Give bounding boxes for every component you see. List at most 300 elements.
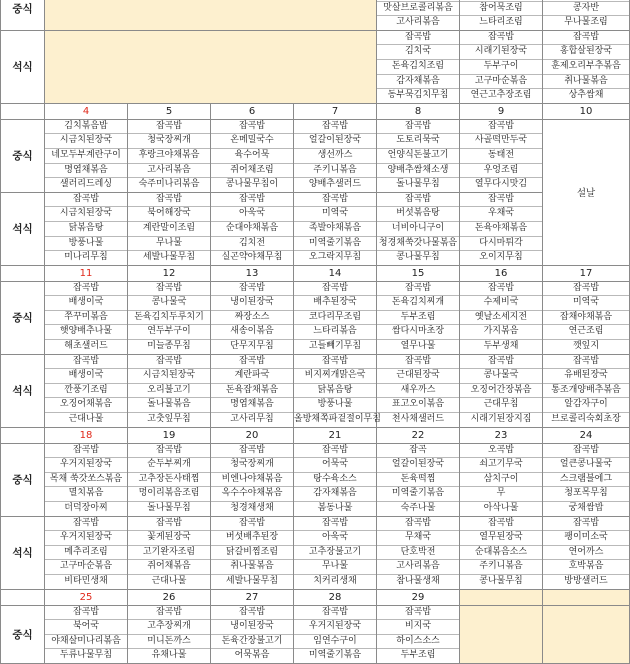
menu-item: 잡곡밥 <box>460 120 542 135</box>
menu-item: 잡곡밥 <box>377 282 459 297</box>
menu-item: 미나리무침 <box>64 252 108 263</box>
menu-item: 쥐어채볶음 <box>128 560 210 575</box>
lunch-cell <box>128 119 211 192</box>
menu-item: 세발나물무침 <box>142 252 196 263</box>
empty-cell <box>1 589 45 605</box>
dinner-cell <box>294 354 381 427</box>
empty-cell <box>45 30 377 103</box>
dinner-cell <box>211 516 294 589</box>
menu-item: 잡곡밥 <box>128 444 210 459</box>
menu-item: 언양식돈불고기 <box>377 149 459 164</box>
menu-item: 가지볶음 <box>460 325 542 340</box>
dinner-cell <box>377 516 460 589</box>
date-header: 5 <box>128 103 211 119</box>
lunch-cell <box>377 443 460 516</box>
menu-item: 두부조림 <box>400 650 436 661</box>
menu-item: 양배추샐러드 <box>308 179 362 190</box>
menu-item: 닭볶음탕 <box>45 222 127 237</box>
dinner-cell <box>377 30 460 103</box>
menu-item: 꽃게된장국 <box>128 531 210 546</box>
menu-item: 잡곡밥 <box>377 120 459 135</box>
menu-item: 옛날소세지전 <box>460 311 542 326</box>
menu-item: 아욱국 <box>294 531 376 546</box>
menu-item: 콩나물무침 <box>396 252 440 263</box>
menu-item: 비지찌개맑은국 <box>294 369 376 384</box>
meal-label: 석식 <box>1 30 45 103</box>
menu-item: 비타민생채 <box>64 575 108 586</box>
menu-item: 주키니볶음 <box>294 164 376 179</box>
menu-item: 미니돈까스 <box>128 635 210 650</box>
menu-item: 새우까스 <box>377 384 459 399</box>
menu-item: 짜장소스 <box>211 311 293 326</box>
date-header: 22 <box>377 427 460 443</box>
menu-item: 어묵볶음 <box>234 650 270 661</box>
menu-item: 미역국 <box>294 207 376 222</box>
menu-item: 잡곡밥 <box>294 606 376 621</box>
menu-item: 얼갈이된장국 <box>294 134 376 149</box>
dinner-cell <box>128 516 211 589</box>
menu-item: 청경채쑥갓나물볶음 <box>377 237 459 252</box>
menu-item: 햇양배추나물 <box>45 325 127 340</box>
menu-item: 잡곡밥 <box>294 444 376 459</box>
date-header: 19 <box>128 427 211 443</box>
menu-item: 돈육잡채볶음 <box>211 384 293 399</box>
lunch-cell <box>460 119 543 192</box>
lunch-cell <box>45 605 128 663</box>
menu-item: 잡곡밥 <box>377 606 459 621</box>
menu-item: 고춧잎무침 <box>147 414 191 425</box>
dinner-cell <box>460 30 543 103</box>
menu-item: 주키니볶음 <box>460 560 542 575</box>
menu-item: 잡곡밥 <box>211 517 293 532</box>
menu-item: 고사리볶음 <box>128 164 210 179</box>
lunch-cell <box>211 281 294 354</box>
dinner-cell <box>543 516 630 589</box>
date-header: 17 <box>543 265 630 281</box>
menu-item: 어묵국 <box>294 458 376 473</box>
menu-item: 궁채쌈밥 <box>568 503 604 513</box>
menu-item: 버섯배추된장 <box>211 531 293 546</box>
menu-item: 야채살미나리볶음 <box>45 635 127 650</box>
menu-item: 잡곡밥 <box>377 355 459 370</box>
menu-item: 무채국 <box>377 531 459 546</box>
dinner-cell <box>377 354 460 427</box>
menu-item: 미역국 <box>543 296 629 311</box>
menu-item: 순대야채볶음 <box>211 222 293 237</box>
date-header: 4 <box>45 103 128 119</box>
menu-item: 옥수수야채볶음 <box>211 487 293 502</box>
meal-label: 중식 <box>1 443 45 516</box>
menu-item: 숙주나물 <box>400 503 436 513</box>
menu-item: 시금치된장국 <box>45 134 127 149</box>
menu-item: 고구마순볶음 <box>45 560 127 575</box>
menu-item: 올방채쪽파겉절이무침 <box>294 414 381 425</box>
date-header: 8 <box>377 103 460 119</box>
lunch-cell <box>377 119 460 192</box>
menu-item: 돈육김치찌개 <box>377 296 459 311</box>
meal-label: 석식 <box>1 354 45 427</box>
lunch-cell <box>294 443 377 516</box>
dinner-cell <box>543 354 630 427</box>
menu-item: 다시마튀각 <box>460 237 542 252</box>
menu-item: 잡곡밥 <box>543 282 629 297</box>
lunch-cell <box>211 119 294 192</box>
menu-item: 임연수구이 <box>294 635 376 650</box>
menu-item: 취나물볶음 <box>211 560 293 575</box>
menu-item: 훈제오리부추볶음 <box>543 60 629 75</box>
menu-item: 봄동나물 <box>317 503 353 513</box>
menu-item: 얼갈이된장국 <box>377 458 459 473</box>
menu-item: 하이스소스 <box>377 635 459 650</box>
menu-item: 잡곡밥 <box>128 606 210 621</box>
menu-item: 잡곡밥 <box>211 444 293 459</box>
empty-cell <box>45 0 377 30</box>
menu-item: 표고오이볶음 <box>377 398 459 413</box>
empty-cell <box>1 427 45 443</box>
menu-item: 잡곡밥 <box>377 517 459 532</box>
menu-item: 근대나물 <box>68 414 104 425</box>
menu-item: 잡곡밥 <box>294 517 376 532</box>
menu-item: 미역줄기볶음 <box>377 487 459 502</box>
menu-item: 유채나물 <box>151 650 187 661</box>
menu-item: 통조개양배추볶음 <box>543 384 629 399</box>
menu-item: 온메밀국수 <box>211 134 293 149</box>
menu-item: 비지국 <box>377 620 459 635</box>
meal-label: 석식 <box>1 192 45 265</box>
menu-item: 메추리조림 <box>45 546 127 561</box>
menu-item: 잡곡밥 <box>211 355 293 370</box>
menu-item: 숙주미나리볶음 <box>138 179 200 190</box>
dinner-cell <box>294 192 377 265</box>
menu-item: 고기완자조림 <box>128 546 210 561</box>
menu-item: 잡곡밥 <box>128 355 210 370</box>
lunch-cell <box>377 605 460 663</box>
menu-item: 무나물조림 <box>564 17 608 28</box>
dinner-cell <box>543 30 630 103</box>
lunch-cell <box>45 443 128 516</box>
menu-item: 미역줄기볶음 <box>308 650 362 661</box>
menu-item: 닭볶음탕 <box>294 384 376 399</box>
menu-item: 쇠고기무국 <box>460 458 542 473</box>
date-header: 11 <box>45 265 128 281</box>
lunch-cell <box>543 443 630 516</box>
menu-item: 고사리볶음 <box>396 17 440 28</box>
menu-item: 순두부찌개 <box>128 458 210 473</box>
date-header: 12 <box>128 265 211 281</box>
menu-item: 쌈다시마초장 <box>377 325 459 340</box>
dinner-cell <box>45 516 128 589</box>
date-header: 6 <box>211 103 294 119</box>
menu-item: 배추된장국 <box>294 296 376 311</box>
menu-item: 감자채볶음 <box>377 75 459 90</box>
menu-item: 무나물 <box>294 560 376 575</box>
menu-item: 방방샐러드 <box>564 575 608 586</box>
menu-item: 잡곡밥 <box>211 120 293 135</box>
menu-item: 무 <box>460 487 542 502</box>
menu-item: 북어국 <box>45 620 127 635</box>
menu-item: 목채 쑥갓쏘스볶음 <box>45 473 127 488</box>
menu-item: 잡채야채볶음 <box>543 311 629 326</box>
menu-item: 후랑크야채볶음 <box>128 149 210 164</box>
menu-item: 잡곡밥 <box>294 355 376 370</box>
menu-item: 참어묵조림 <box>460 2 542 17</box>
date-header: 26 <box>128 589 211 605</box>
menu-item: 순대볶음소스 <box>460 546 542 561</box>
menu-item: 수제비국 <box>460 296 542 311</box>
menu-item: 잡곡밥 <box>294 282 376 297</box>
menu-item: 연두부구이 <box>128 325 210 340</box>
menu-item: 고추장찌개 <box>128 620 210 635</box>
lunch-cell <box>543 0 630 30</box>
menu-item: 잡곡밥 <box>211 282 293 297</box>
date-header: 20 <box>211 427 294 443</box>
menu-item: 홍합살된장국 <box>543 45 629 60</box>
menu-item: 네모두부계란구이 <box>45 149 127 164</box>
menu-item: 브로콜리숙회초장 <box>551 414 621 425</box>
menu-item: 잡곡밥 <box>460 193 542 208</box>
date-header: 23 <box>460 427 543 443</box>
menu-item: 천사채샐러드 <box>391 414 445 425</box>
menu-item: 돌나물무침 <box>396 179 440 190</box>
menu-item: 시금치된장국 <box>128 369 210 384</box>
date-header: 27 <box>211 589 294 605</box>
empty-cell <box>460 605 543 663</box>
menu-item: 잡곡밥 <box>45 355 127 370</box>
menu-item: 김치국 <box>377 45 459 60</box>
menu-item: 잡곡밥 <box>128 120 210 135</box>
menu-item: 팽이미소국 <box>543 531 629 546</box>
menu-item: 오리불고기 <box>128 384 210 399</box>
menu-item: 북어해장국 <box>128 207 210 222</box>
lunch-cell <box>460 0 543 30</box>
menu-item: 콩자반 <box>543 2 629 17</box>
menu-item: 청경채생채 <box>230 503 274 513</box>
lunch-cell <box>294 119 377 192</box>
menu-item: 잡곡밥 <box>128 193 210 208</box>
menu-item: 고사리볶음 <box>377 560 459 575</box>
menu-item: 연근고추장조림 <box>470 90 532 101</box>
menu-item: 오그락지무침 <box>308 252 362 263</box>
menu-item: 단무지무침 <box>230 341 274 352</box>
meal-label: 석식 <box>1 516 45 589</box>
menu-item: 잡곡밥 <box>377 193 459 208</box>
menu-item: 열무된장국 <box>460 531 542 546</box>
menu-item: 쭈꾸미볶음 <box>45 311 127 326</box>
menu-item: 잡곡밥 <box>45 606 127 621</box>
lunch-cell <box>294 281 377 354</box>
menu-item: 콩나물국 <box>128 296 210 311</box>
menu-item: 탕수육소스 <box>294 473 376 488</box>
menu-item: 콩나물무침 <box>479 575 523 586</box>
menu-item: 냉이된장국 <box>211 620 293 635</box>
lunch-cell <box>211 443 294 516</box>
menu-item: 해초샐러드 <box>64 341 108 352</box>
dinner-cell <box>211 192 294 265</box>
menu-item: 알감자구이 <box>543 398 629 413</box>
menu-item: 잡곡밥 <box>543 31 629 46</box>
menu-item: 멸치볶음 <box>45 487 127 502</box>
menu-item: 우채국 <box>460 207 542 222</box>
dinner-cell <box>294 516 377 589</box>
menu-item: 생선까스 <box>294 149 376 164</box>
menu-item: 돌나물볶음 <box>128 398 210 413</box>
menu-item: 멍이리볶음조림 <box>128 487 210 502</box>
menu-item: 취나물볶음 <box>543 75 629 90</box>
menu-item: 세발나물무침 <box>225 575 279 586</box>
lunch-cell <box>543 281 630 354</box>
menu-item: 유배된장국 <box>543 369 629 384</box>
menu-item: 오징어채볶음 <box>45 398 127 413</box>
menu-item: 상추쌈채 <box>568 90 604 101</box>
menu-item: 우엉조림 <box>460 164 542 179</box>
menu-item: 근대무침 <box>460 398 542 413</box>
menu-item: 돈육간장불고기 <box>211 635 293 650</box>
dinner-cell <box>460 516 543 589</box>
menu-item: 감자채볶음 <box>294 487 376 502</box>
menu-item: 샐러리드레싱 <box>59 179 113 190</box>
menu-item: 잡곡밥 <box>377 31 459 46</box>
date-header: 14 <box>294 265 377 281</box>
menu-item: 족발야채볶음 <box>294 222 376 237</box>
date-header: 16 <box>460 265 543 281</box>
menu-item: 고구마순볶음 <box>460 75 542 90</box>
date-header: 21 <box>294 427 377 443</box>
menu-item: 계란말이조림 <box>128 222 210 237</box>
menu-item: 느타리조림 <box>479 17 523 28</box>
menu-item: 실곤약야채무침 <box>221 252 283 263</box>
menu-item: 두류나물무침 <box>59 650 113 661</box>
menu-item: 호박볶음 <box>543 560 629 575</box>
empty-cell <box>1 103 45 119</box>
dinner-cell <box>128 192 211 265</box>
menu-item: 맛살브로콜리볶음 <box>377 2 459 17</box>
empty-cell <box>1 265 45 281</box>
menu-item: 새송이볶음 <box>211 325 293 340</box>
menu-item: 돈육김치두루치기 <box>128 311 210 326</box>
menu-item: 근대나물 <box>151 575 187 586</box>
menu-item: 미늘종무침 <box>147 341 191 352</box>
menu-item: 방풍나물 <box>45 237 127 252</box>
menu-item: 두부구이 <box>460 60 542 75</box>
menu-item: 고추장돈사태찜 <box>128 473 210 488</box>
menu-item: 계란파국 <box>211 369 293 384</box>
date-header: 24 <box>543 427 630 443</box>
lunch-cell <box>128 281 211 354</box>
lunch-cell <box>45 119 128 192</box>
date-header: 10 <box>543 103 630 119</box>
menu-item: 잡곡밥 <box>128 517 210 532</box>
menu-item: 아삭나물 <box>483 503 519 513</box>
menu-item: 우거지된장국 <box>45 531 127 546</box>
menu-item: 고들빼기무침 <box>308 341 362 352</box>
menu-item: 잡곡밥 <box>543 355 629 370</box>
date-header: 13 <box>211 265 294 281</box>
lunch-cell <box>377 0 460 30</box>
menu-item: 잡곡밥 <box>211 606 293 621</box>
menu-item: 도토리묵국 <box>377 134 459 149</box>
meal-label: 중식 <box>1 605 45 663</box>
menu-item: 잡곡밥 <box>460 517 542 532</box>
menu-item: 잡곡밥 <box>543 517 629 532</box>
menu-item: 연어까스 <box>543 546 629 561</box>
meal-label: 중식 <box>1 281 45 354</box>
menu-item: 비엔나야채볶음 <box>211 473 293 488</box>
date-header: 18 <box>45 427 128 443</box>
menu-item: 두부생채 <box>483 341 519 352</box>
menu-item: 시금치된장국 <box>45 207 127 222</box>
menu-item: 배생이국 <box>45 296 127 311</box>
dinner-cell <box>460 354 543 427</box>
menu-item: 미역줄기볶음 <box>294 237 376 252</box>
menu-item: 연근조림 <box>543 325 629 340</box>
menu-item: 콩나물무침이 <box>225 179 279 190</box>
menu-item: 콩나물국 <box>460 369 542 384</box>
menu-item: 근대된장국 <box>377 369 459 384</box>
date-header: 9 <box>460 103 543 119</box>
menu-item: 육수어묵 <box>211 149 293 164</box>
menu-item: 우거지된장국 <box>294 620 376 635</box>
dinner-cell <box>45 354 128 427</box>
menu-item: 청포목무침 <box>543 487 629 502</box>
dinner-cell <box>128 354 211 427</box>
menu-item: 명엽채볶음 <box>45 164 127 179</box>
menu-item: 김치전 <box>211 237 293 252</box>
menu-item: 잡곡밥 <box>45 193 127 208</box>
lunch-cell <box>460 443 543 516</box>
menu-item: 잡곡밥 <box>128 282 210 297</box>
lunch-cell <box>211 605 294 663</box>
meal-label: 중식 <box>1 0 45 30</box>
menu-item: 양배추쌈채소생 <box>377 164 459 179</box>
menu-item: 잡곡 <box>377 444 459 459</box>
menu-item: 단호박전 <box>377 546 459 561</box>
menu-item: 열무다시맛김 <box>474 179 528 190</box>
menu-item: 깻잎지 <box>572 341 600 352</box>
menu-item: 고추장불고기 <box>294 546 376 561</box>
menu-item: 돈육야채볶음 <box>460 222 542 237</box>
meal-label: 중식 <box>1 119 45 192</box>
menu-item: 청국장찌개 <box>128 134 210 149</box>
menu-item: 삼치구이 <box>460 473 542 488</box>
menu-item: 얼큰콩나물국 <box>543 458 629 473</box>
menu-item: 열무나물 <box>400 341 436 352</box>
menu-item: 두부조림 <box>377 311 459 326</box>
empty-cell <box>460 589 543 605</box>
menu-item: 돌나물무침 <box>147 503 191 513</box>
dinner-cell <box>377 192 460 265</box>
empty-cell <box>543 605 630 663</box>
menu-item: 잡곡밥 <box>294 193 376 208</box>
menu-item: 배생이국 <box>45 369 127 384</box>
lunch-cell <box>294 605 377 663</box>
menu-item: 동부묵김치무침 <box>387 90 449 101</box>
menu-item: 치커리생채 <box>313 575 357 586</box>
menu-item: 더덕장아찌 <box>64 503 108 513</box>
dinner-cell <box>45 192 128 265</box>
lunch-cell <box>45 281 128 354</box>
menu-item: 오곡밥 <box>460 444 542 459</box>
menu-item: 고사리무침 <box>230 414 274 425</box>
menu-item: 우거지된장국 <box>45 458 127 473</box>
menu-item: 명엽채볶음 <box>211 398 293 413</box>
menu-item: 잡곡밥 <box>211 193 293 208</box>
menu-item: 사골떡만두국 <box>460 134 542 149</box>
menu-item: 느타리볶음 <box>294 325 376 340</box>
menu-item: 잡곡밥 <box>294 120 376 135</box>
menu-item: 오이지무침 <box>479 252 523 263</box>
menu-item: 버섯볶음탕 <box>377 207 459 222</box>
menu-item: 너비아니구이 <box>377 222 459 237</box>
